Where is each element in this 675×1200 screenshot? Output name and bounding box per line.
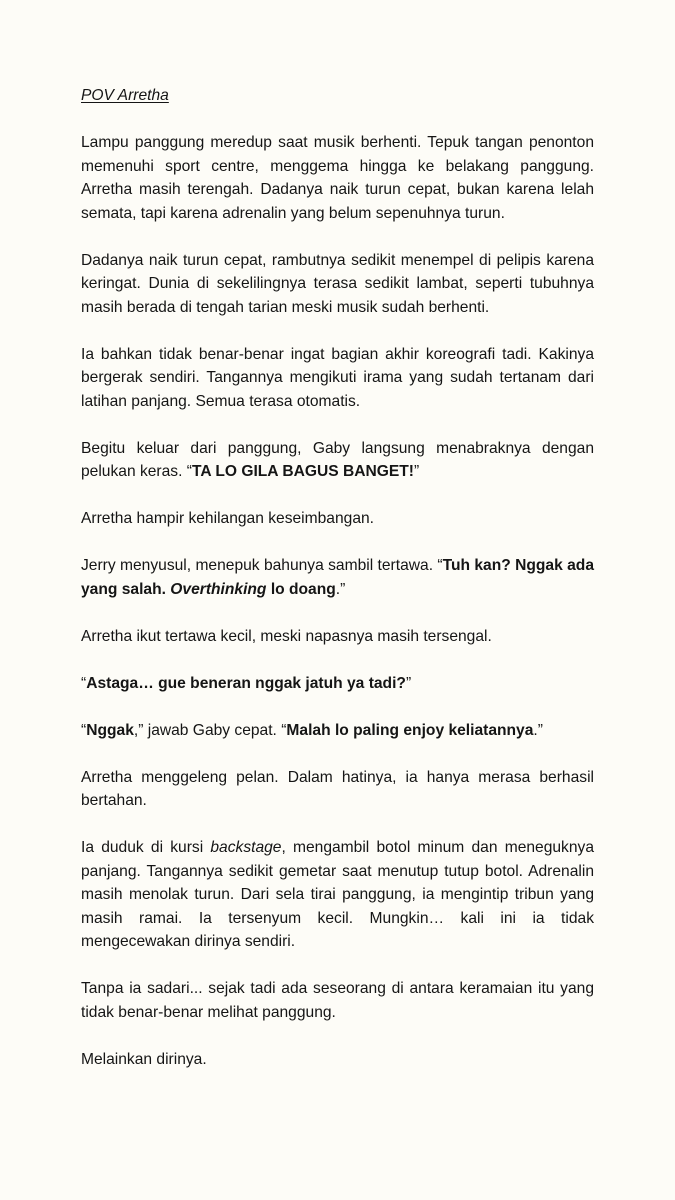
- dialogue-bold: Nggak: [86, 721, 134, 739]
- opening-quote: “: [81, 721, 87, 739]
- dialogue-bold: Malah lo paling enjoy keliatannya: [286, 721, 534, 739]
- paragraph-3: Ia bahkan tidak benar-benar ingat bagian akhir koreografi tadi. Kakinya bergerak sendiri. Tangannya mengikuti irama yang sudah tertanam dari latihan panjang. Semua terasa otomatis.: [81, 345, 594, 410]
- paragraph-10: Arretha menggeleng pelan. Dalam hatinya, ia hanya merasa berhasil bertahan.: [81, 768, 594, 809]
- narration-text: Jerry menyusul, menepuk bahunya sambil tertawa. “: [81, 557, 443, 574]
- closing-quote: ”: [405, 674, 412, 692]
- dialogue-bold: Astaga… gue beneran nggak jatuh ya tadi?: [86, 674, 406, 692]
- dialogue-bold: TA LO GILA BAGUS BANGET!: [191, 463, 415, 480]
- paragraph-5: Arretha hampir kehilangan keseimbangan.: [81, 510, 374, 527]
- closing-quote: .”: [533, 721, 543, 739]
- paragraph-9: [81, 719, 594, 743]
- narration-text: Ia duduk di kursi: [81, 839, 211, 856]
- paragraph-4: [81, 437, 594, 484]
- paragraph-13: Melainkan dirinya.: [81, 1050, 207, 1068]
- narration-text: , mengambil botol minum dan meneguknya panjang. Tangannya sedikit gemetar saat menutup tutup botol. Adrenalin masih menolak turun. Dari sela tirai panggung, ia mengintip tribun yang masih ramai. Ia tersenyum kecil. Mungkin… kali ini ia tidak mengecewakan dirinya sendiri.: [81, 839, 594, 950]
- opening-quote: “: [81, 674, 87, 692]
- narration-text: ,” jawab Gaby cepat. “: [133, 721, 287, 739]
- dialogue-bold: lo doang: [270, 580, 336, 598]
- closing-quote: .”: [335, 580, 346, 598]
- dialogue-bold-italic: Overthinking: [170, 580, 267, 598]
- paragraph-7: Arretha ikut tertawa kecil, meski napasnya masih tersengal.: [81, 627, 492, 645]
- paragraph-1: Lampu panggung meredup saat musik berhenti. Tepuk tangan penonton memenuhi sport centre, menggema hingga ke belakang panggung. Arretha masih terengah. Dadanya naik turun cepat, bukan karena lelah semata, tapi karena adrenalin yang belum sepenuhnya turun.: [81, 134, 594, 222]
- paragraph-11: [81, 836, 594, 954]
- pov-heading: POV Arretha: [81, 87, 169, 104]
- closing-quote: ”: [414, 463, 420, 480]
- paragraph-2: Dadanya naik turun cepat, rambutnya sedikit menempel di pelipis karena keringat. Dunia di sekelilingnya terasa sedikit lambat, seperti tubuhnya masih berada di tengah tarian meski musik sudah berhenti.: [81, 251, 594, 316]
- italic-term: backstage: [210, 839, 282, 856]
- narration-text: Begitu keluar dari panggung, Gaby langsung menabraknya dengan pelukan keras. “: [81, 439, 594, 480]
- paragraph-8: [81, 672, 594, 696]
- paragraph-6: [81, 554, 594, 601]
- paragraph-12: Tanpa ia sadari... sejak tadi ada seseorang di antara keramaian itu yang tidak benar-benar melihat panggung.: [81, 980, 594, 1021]
- dialogue-bold: Tuh kan? Nggak ada yang salah.: [81, 557, 594, 598]
